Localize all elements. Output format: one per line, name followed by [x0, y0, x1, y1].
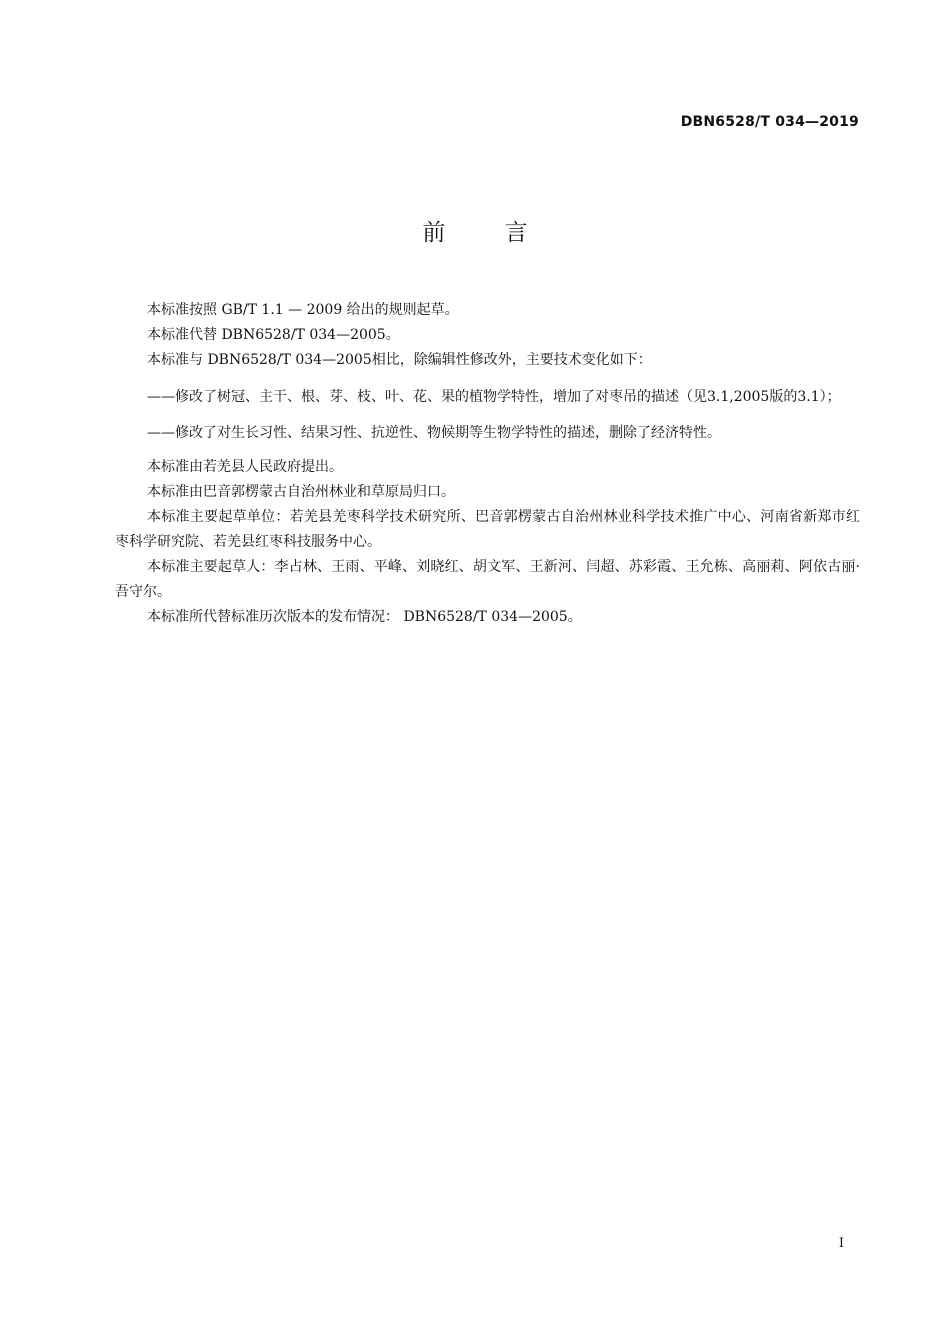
paragraph-change-biological: ——修改了对生长习性、结果习性、抗逆性、物候期等生物学特性的描述，删除了经济特性。	[147, 425, 721, 441]
paragraph-drafting-units: 本标准主要起草单位：若羌县羌枣科学技术研究所、巴音郭楞蒙古自治州林业科学技术推广中心、河南省新郑市红枣科学研究院、若羌县红枣科技服务中心。	[115, 509, 860, 550]
page-number: I	[838, 1236, 844, 1251]
paragraph-drafting-rules: 本标准按照 GB/T 1.1 — 2009 给出的规则起草。	[147, 302, 459, 318]
paragraph-drafters: 本标准主要起草人：李占林、王雨、平峰、刘晓红、胡文军、王新河、闫超、苏彩霞、王允栋、高丽莉、阿依古丽·吾守尔。	[115, 559, 860, 600]
foreword-body	[115, 298, 860, 630]
paragraph-jurisdiction: 本标准由巴音郭楞蒙古自治州林业和草原局归口。	[147, 484, 455, 500]
page-title: 前 言	[422, 220, 554, 246]
paragraph-replaces: 本标准代替 DBN6528/T 034—2005。	[147, 327, 400, 343]
standard-code: DBN6528/T 034—2019	[680, 114, 859, 130]
paragraph-version-history: 本标准所代替标准历次版本的发布情况： DBN6528/T 034—2005。	[147, 609, 582, 625]
paragraph-changes-intro: 本标准与 DBN6528/T 034—2005相比，除编辑性修改外，主要技术变化如下：	[147, 352, 652, 368]
paragraph-proposer: 本标准由若羌县人民政府提出。	[147, 459, 343, 475]
paragraph-change-botanical: ——修改了树冠、主干、根、芽、枝、叶、花、果的植物学特性，增加了对枣吊的描述（见3.1,2005版的3.1）；	[147, 389, 841, 405]
